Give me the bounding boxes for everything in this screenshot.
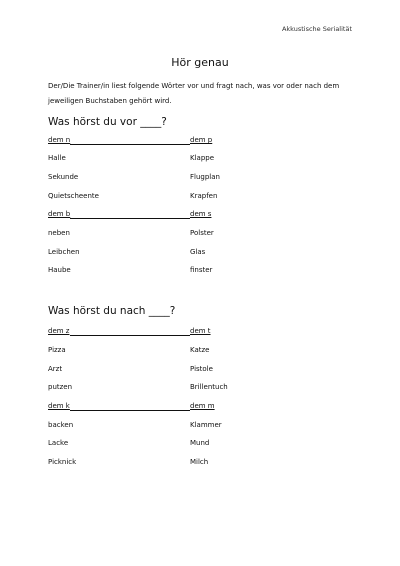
word-right: Flugplan xyxy=(190,173,220,181)
word-left: Arzt xyxy=(48,365,63,373)
word-row xyxy=(48,266,348,278)
word-left: Leibchen xyxy=(48,248,80,256)
word-right: Klammer xyxy=(190,421,222,429)
group-right-header: dem m xyxy=(190,402,215,410)
word-left: Pizza xyxy=(48,346,66,354)
word-left: Quietscheente xyxy=(48,192,99,200)
word-right: Glas xyxy=(190,248,206,256)
blank-line xyxy=(70,218,190,219)
word-right: Pistole xyxy=(190,365,213,373)
word-row xyxy=(48,346,348,358)
group-left-header: dem k xyxy=(48,402,70,410)
word-row xyxy=(48,173,348,185)
word-row xyxy=(48,439,348,451)
word-row xyxy=(48,458,348,470)
word-left: Picknick xyxy=(48,458,77,466)
word-left: neben xyxy=(48,229,70,237)
word-row xyxy=(48,365,348,377)
word-row xyxy=(48,248,348,260)
word-right: Polster xyxy=(190,229,214,237)
group-header-row xyxy=(48,402,348,414)
group-left-header: dem z xyxy=(48,327,70,335)
group-right-header: dem t xyxy=(190,327,211,335)
word-left: Sekunde xyxy=(48,173,79,181)
header-topic: Akkustische Serialität xyxy=(281,25,352,33)
blank-line xyxy=(70,410,190,411)
group-header-row xyxy=(48,136,348,148)
word-left: Halle xyxy=(48,154,66,162)
section-heading-before: Was hörst du vor ____? xyxy=(48,116,167,128)
group-right-header: dem p xyxy=(190,136,213,144)
word-row xyxy=(48,229,348,241)
group-left-header: dem b xyxy=(48,210,71,218)
word-left: putzen xyxy=(48,383,73,391)
page-title: Hör genau xyxy=(171,56,229,69)
blank-line xyxy=(70,335,190,336)
instructions-text: Der/Die Trainer/in liest folgende Wörter vor und fragt nach, was vor oder nach dem jeweiligen Buchstaben gehört wird. xyxy=(48,82,340,105)
word-right: Krapfen xyxy=(190,192,218,200)
blank-line xyxy=(70,144,190,145)
group-header-row xyxy=(48,210,348,222)
word-row xyxy=(48,192,348,204)
group-header-row xyxy=(48,327,348,339)
word-right: finster xyxy=(190,266,213,274)
word-left: Lacke xyxy=(48,439,69,447)
word-right: Mund xyxy=(190,439,210,447)
word-row xyxy=(48,154,348,166)
word-right: Klappe xyxy=(190,154,215,162)
word-right: Milch xyxy=(190,458,209,466)
word-left: backen xyxy=(48,421,74,429)
word-row xyxy=(48,383,348,395)
section-heading-after: Was hörst du nach ____? xyxy=(48,305,176,317)
word-row xyxy=(48,421,348,433)
word-right: Brillentuch xyxy=(190,383,228,391)
word-left: Haube xyxy=(48,266,71,274)
group-right-header: dem s xyxy=(190,210,212,218)
word-right: Katze xyxy=(190,346,210,354)
group-left-header: dem n xyxy=(48,136,71,144)
